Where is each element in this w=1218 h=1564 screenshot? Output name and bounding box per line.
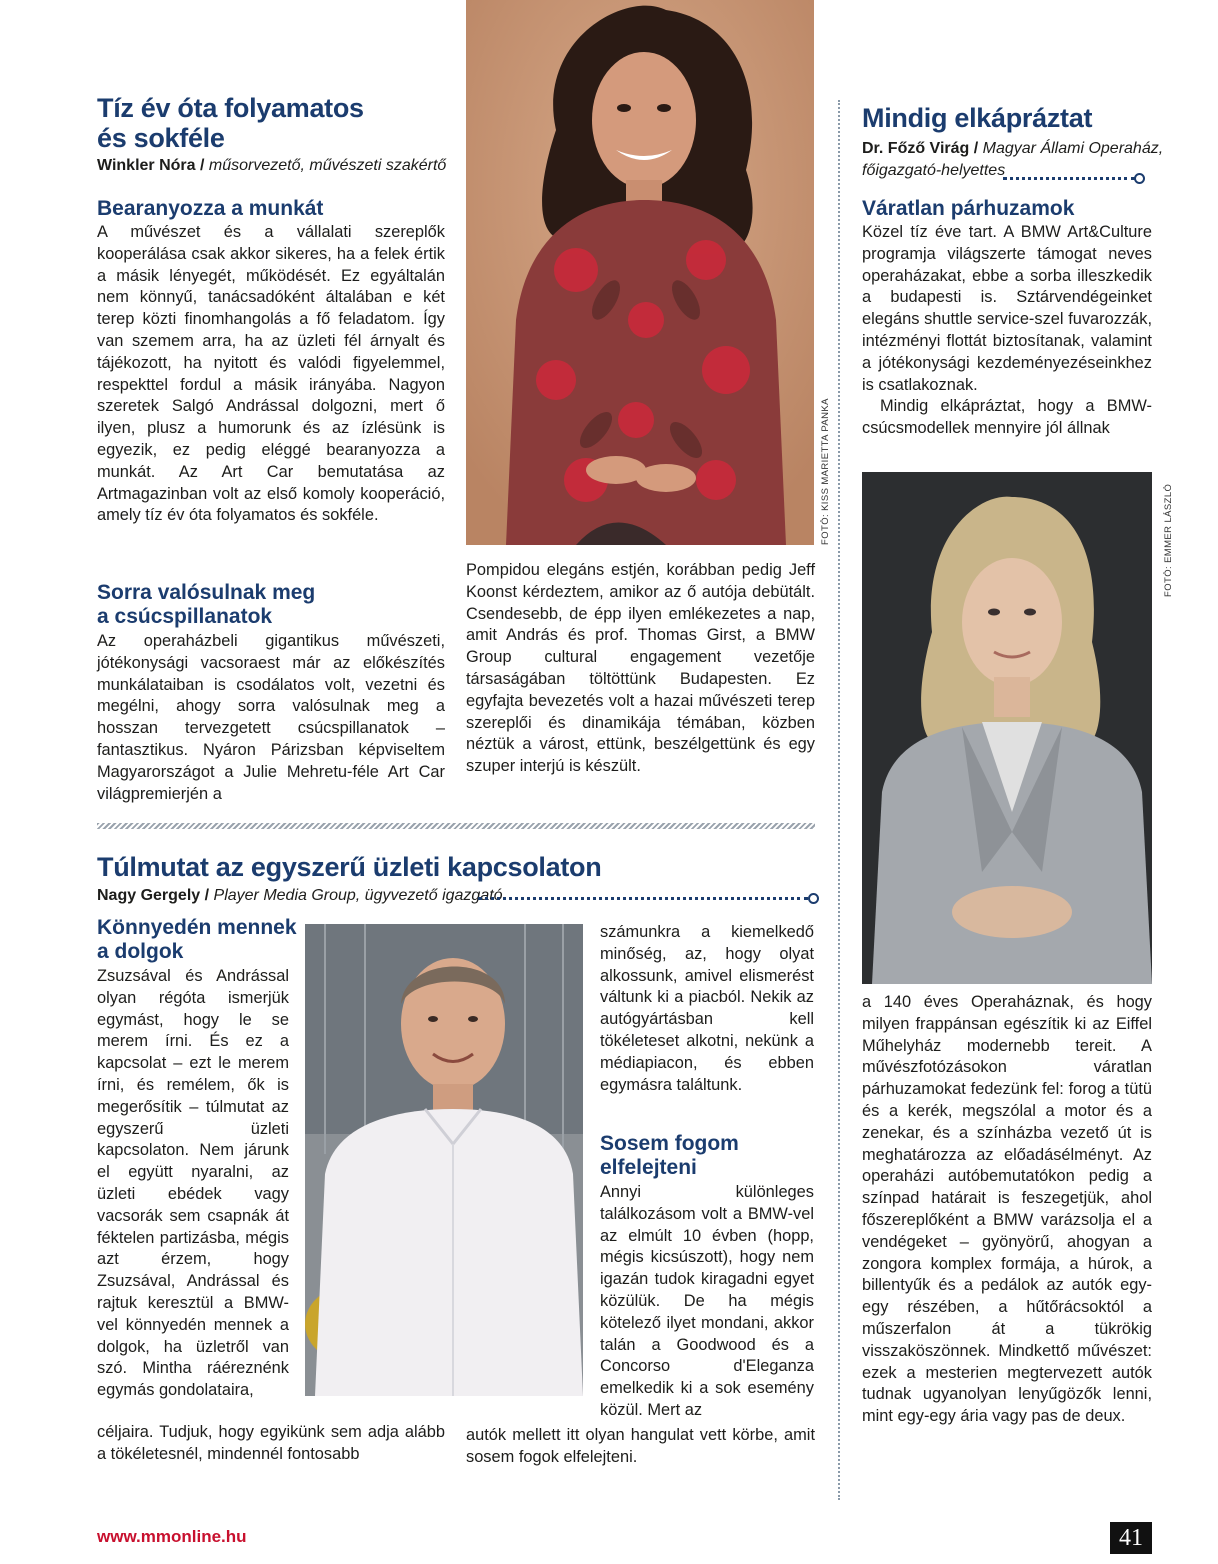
article2-paragraph-3: a 140 éves Operaháznak, és hogy milyen frappánsan egészítik ki az Eiffel Műhelyház modernebb tereit. A művészfotózásokon váratlan párhuzamokat fedezünk fel: forog a tütü és a kerék, megszólal a motor és a zenekar, és a színházba vezető út is meghatározza az előadásélményt. Az operaházi autóbemutatókon pedig a színpad határait is feszegetjük, ahol főszereplőként a BMW varázsolja el a vendégeket – gyönyörű, ahogyan a zongora komplex formája, a húrok, a billentyűk és a pedálok az autók egy-egy részében, a hűtőrácsoktól a műszerfalon át a tükrökig visszaköszönnek. Mindkettő művészet: ezek a mesterien megtervezett autók tudnak ugyanolyan lenyűgözők lenni, mint egy-egy ária vagy pas de deux. xyxy=(862,993,1152,1426)
article1-title: Tíz év óta folyamatos és sokféle xyxy=(97,93,364,153)
section-divider xyxy=(97,823,815,829)
article2-role-line1: Magyar Állami Operaház, xyxy=(982,140,1164,157)
article2-subhead-1: Váratlan párhuzamok xyxy=(862,197,1075,220)
article1-subhead-1: Bearanyozza a munkát xyxy=(97,197,324,220)
article3-paragraph-1: Zsuzsával és Andrással olyan régóta ismerjük egymást, hogy le se merem írni. És ez a kapcsolat – ezt le merem írni, és remélem, ők is megerősítik – túlmutat az egyszerű üzleti kapcsolaton. Nem járunk el együtt nyaralni, az üzleti ebédek vagy vacsorák sem csapnák át féktelen partizásba, mégis azt érzem, hogy Zsuzsával, Andrással és rajtuk keresztül a BMW-vel könnyedén mennek a dolgok, ha üzletről van szó. Mintha ráéreznénk egymás gondolataira, xyxy=(97,967,289,1400)
article2-title: Mindig elkápráztat xyxy=(862,103,1093,133)
article3-paragraph-3-cont: autók mellett itt olyan hangulat vett körbe, amit sosem fogok elfelejteni. xyxy=(466,1426,815,1466)
article2-byline xyxy=(862,138,1162,182)
photo-credit-2: FOTÓ: EMMER LÁSZLÓ xyxy=(1163,483,1174,597)
article2-role-line2: főigazgató-helyettes xyxy=(862,162,1006,179)
article1-role: műsorvezető, művészeti szakértő xyxy=(208,157,447,174)
column-divider xyxy=(838,100,840,1500)
photo-credit-1: FOTÓ: KISS MARIETTA PANKA xyxy=(820,398,831,545)
portrait-winkler-nora xyxy=(466,0,814,545)
article3-paragraph-3: Annyi különleges találkozásom volt a BMW-vel az elmúlt 10 évben (hopp, mégis kicsúszott), hogy nem igazán tudok kiragadni egyet közülük. De ha mégis kötelező ilyet mondani, akkor talán a Goodwood és a Concorso d'Eleganza emelkedik ki a sok esemény közül. Mert az xyxy=(600,1183,814,1419)
portrait-illustration xyxy=(466,0,814,545)
byline-separator: / xyxy=(200,157,205,174)
byline-dotted-rule xyxy=(478,897,808,900)
article1-paragraph-3: Pompidou elegáns estjén, korábban pedig Jeff Koonst kérdeztem, amikor az ő autója debütált. Csendesebb, de épp ilyen emlékezetes a nap, amit András és prof. Thomas Girst, a BMW Group cultural engagement vezetője társaságában töltöttünk Budapesten. Ez egyfajta bevezetés volt a hazai művészeti terep szereplői és dinamikája témában, közben néztük a várost, ettünk, beszélgettünk és egy szuper interjú is készült. xyxy=(466,561,815,776)
ring-icon xyxy=(1134,173,1145,184)
article3-role: Player Media Group, ügyvezető igazgató xyxy=(213,887,503,904)
article1-paragraph-1: A művészet és a vállalati szereplők kooperálása csak akkor sikeres, ha a felek értik a másik lényegét, működését. Ez egyáltalán nem könnyű, tanácsadóként általában e két terep közti finomhangolás a fő feladatom. Így van szemem arra, ha az üzleti fél árnyalt és tájékozott, ha nyitott és valódi figyelemmel, respekttel fordul a másik irányába. Nagyon szeretek Salgó Andrással dolgozni, mert ő ilyen, plusz a humorunk és az ízlésünk is egyezik, ez pedig eléggé bearanyozza a munkát. Az Art Car bemutatása az Artmagazinban volt az első komoly kooperáció, amely tíz év óta folyamatos és sokféle. xyxy=(97,223,445,525)
article3-subhead-1: Könnyedén mennek a dolgok xyxy=(97,916,297,963)
page-number: 41 xyxy=(1110,1522,1152,1554)
article1-byline xyxy=(97,155,457,177)
portrait-nagy-gergely xyxy=(305,924,583,1396)
article3-paragraph-2: számunkra a kiemelkedő minőség, az, hogy olyat alkossunk, amivel elismerést váltunk ki a piacból. Nekik az autógyártásban kell tökéleteset alkotni, nekünk a médiapiacon, és ebben egymásra találtunk. xyxy=(600,923,814,1094)
portrait-illustration xyxy=(862,472,1152,984)
footer-url[interactable]: www.mmonline.hu xyxy=(97,1527,247,1546)
byline-separator: / xyxy=(973,140,979,157)
article3-subhead-2: Sosem fogom elfelejteni xyxy=(600,1132,739,1179)
article1-subhead-2: Sorra valósulnak meg a csúcspillanatok xyxy=(97,581,316,628)
article3-paragraph-1-cont: céljaira. Tudjuk, hogy egyikünk sem adja alább a tökéletesnél, mindennél fontosabb xyxy=(97,1423,445,1463)
portrait-illustration xyxy=(305,924,583,1396)
article3-author: Nagy Gergely xyxy=(97,887,201,904)
article2-author: Dr. Főző Virág xyxy=(862,140,970,157)
byline-dotted-rule xyxy=(1003,177,1135,180)
article1-paragraph-2: Az operaházbeli gigantikus művészeti, jótékonysági vacsoraest már az előkészítés munkálataiban is csodálatos volt, vezetni és megélni, ahogy sorra valósulnak meg a hosszan tervezgetett csúcspillanatok – fantasztikus. Nyáron Párizsban képviseltem Magyarországot a Julie Mehretu-féle Art Car világpremierjén a xyxy=(97,632,445,803)
portrait-fozo-virag xyxy=(862,472,1152,984)
ring-icon xyxy=(808,893,819,904)
article1-author: Winkler Nóra xyxy=(97,157,196,174)
article3-byline xyxy=(97,885,503,907)
article3-title: Túlmutat az egyszerű üzleti kapcsolaton xyxy=(97,852,602,882)
article2-paragraph-1: Közel tíz éve tart. A BMW Art&Culture programja világszerte támogat neves operaházakat, ebbe a sorba illeszkedik a budapesti is. Sztárvendégeinket elegáns shuttle service-szel fuvarozzák, intézményi flottát biztosítanak, valamint a jótékonysági kezdeményezéseinkhez is csatlakoznak. Mindig elkápráztat, hogy a BMW-csúcsmodellek mennyire jól állnak xyxy=(862,223,1152,438)
byline-separator: / xyxy=(204,887,210,904)
